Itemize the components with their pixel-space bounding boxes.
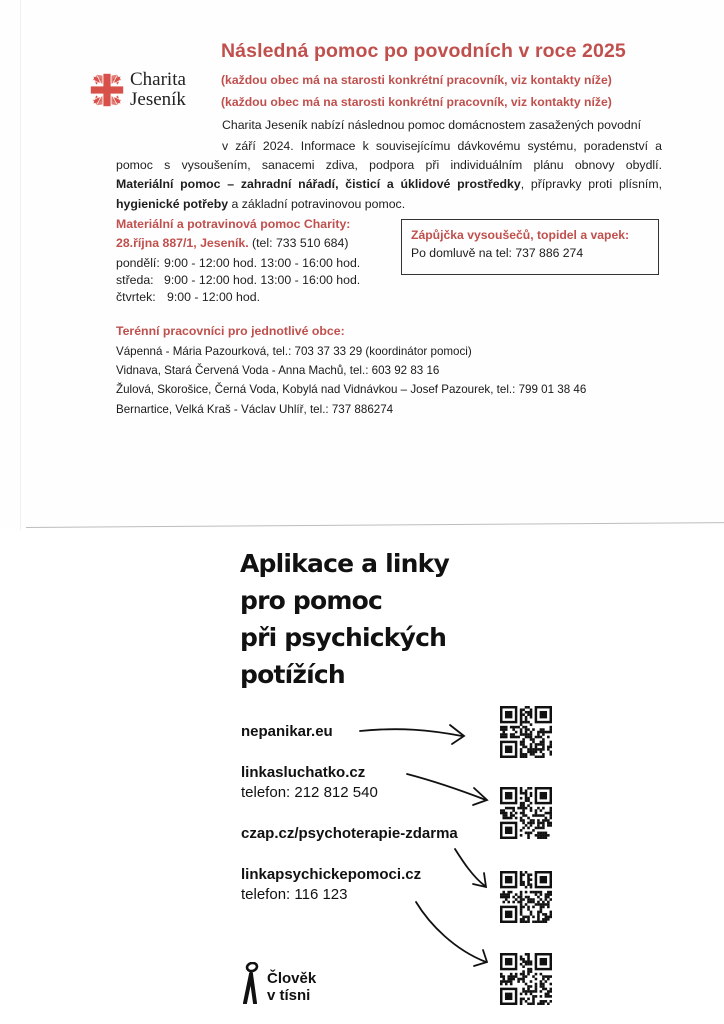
arrow-icon — [473, 873, 486, 887]
intro-line-1: Charita Jeseník nabízí následnou pomoc domácnostem zasažených povodní — [222, 118, 642, 132]
field-workers-heading: Terénní pracovníci pro jednotlivé obce: — [116, 324, 345, 338]
headline-line-3: při psychických — [240, 623, 447, 652]
hours-row — [116, 256, 360, 270]
hygiene-rest: a základní potravinovou pomoc. — [228, 197, 406, 211]
field-worker-item: Žulová, Skorošice, Černá Voda, Kobylá nad Vidnávkou – Josef Pazourek, tel.: 799 01 38 46 — [116, 383, 587, 396]
notice-subtitle-2: (každou obec má na starosti konkrétní pracovník, viz kontakty níže) — [221, 95, 612, 109]
field-worker-item: Vápenná - Mária Pazourková, tel.: 703 37 33 29 (koordinátor pomoci) — [116, 345, 472, 358]
link-linkapsychickepomoci[interactable]: linkapsychickepomoci.cz — [241, 866, 422, 883]
org-line-2: v tísni — [267, 987, 311, 1004]
arrow-icon — [474, 950, 487, 966]
hours-time: 9:00 - 12:00 hod. 13:00 - 16:00 hod. — [164, 273, 361, 287]
link-nepanikar[interactable]: nepanikar.eu — [241, 723, 333, 740]
rental-text: Po domluvě na tel: 737 886 274 — [411, 246, 584, 260]
charita-cross-icon — [89, 72, 125, 108]
hours-time: 9:00 - 12:00 hod. 13:00 - 16:00 hod. — [164, 256, 361, 270]
notice-subtitle-1: (každou obec má na starosti konkrétní pracovník, viz kontakty níže) — [221, 73, 612, 87]
scan-edge — [20, 0, 21, 530]
qr-code-linkapsychickepomoci[interactable] — [500, 953, 552, 1005]
qr-code-icon — [500, 871, 552, 923]
material-line — [116, 177, 662, 191]
arrow-icon — [455, 849, 485, 886]
qr-code-icon — [500, 706, 552, 758]
notice-title: Následná pomoc po povodních v roce 2025 — [221, 40, 626, 62]
hours-day: čtvrtek: — [116, 290, 156, 304]
arrow-icon — [360, 729, 462, 736]
material-help-heading: Materiální a potravinová pomoc Charity: — [116, 217, 351, 231]
flyer-headline — [240, 545, 449, 693]
intro-line-2: v září 2024. Informace k souvisejícímu dávkovému systému, poradenství a — [222, 139, 662, 153]
rental-box — [401, 219, 659, 275]
hours-time: 9:00 - 12:00 hod. — [167, 290, 260, 304]
logo-line-2: Jeseník — [130, 89, 186, 110]
field-worker-item: Vidnava, Stará Červená Voda - Anna Machů, tel.: 603 92 83 16 — [116, 364, 440, 377]
arrow-icon — [407, 774, 486, 800]
material-bold: Materiální pomoc – zahradní nářadí, čisticí a úklidové prostředky — [116, 177, 521, 191]
clovek-v-tisni-logo — [243, 962, 316, 1004]
hours-day: středa: — [116, 273, 154, 287]
hours-day: pondělí: — [116, 256, 160, 270]
material-help-address-line — [116, 236, 348, 250]
qr-code-icon — [500, 787, 552, 839]
headline-line-1: Aplikace a linky — [240, 549, 449, 578]
field-worker-item: Bernartice, Velká Kraš - Václav Uhlíř, tel.: 737 886274 — [116, 403, 394, 416]
hygiene-line — [116, 197, 405, 211]
charita-logo — [89, 70, 186, 110]
phone-linkasluchatko: telefon: 212 812 540 — [241, 784, 378, 801]
arrow-icon — [473, 788, 487, 805]
rental-heading: Zápůjčka vysoušečů, topidel a vapek: — [411, 228, 630, 242]
arrow-icon — [450, 725, 464, 744]
headline-line-2: pro pomoc — [240, 586, 383, 615]
qr-code-icon — [500, 953, 552, 1005]
material-help-phone: (tel: 733 510 684) — [248, 236, 349, 250]
material-rest: , přípravky proti plísním, — [520, 177, 662, 191]
phone-linkapsychickepomoci: telefon: 116 123 — [241, 886, 348, 903]
person-figure-icon — [243, 962, 259, 1004]
hours-row — [116, 273, 360, 287]
logo-line-1: Charita — [130, 69, 186, 90]
intro-line-3: pomoc s vysoušením, sanacemi zdiva, podpora při individuálním plánu obnovy obydlí. — [116, 158, 662, 172]
qr-code-linkasluchatko[interactable] — [500, 787, 552, 839]
hours-row — [116, 290, 260, 304]
arrow-icon — [416, 902, 486, 962]
link-linkasluchatko[interactable]: linkasluchatko.cz — [241, 764, 366, 781]
material-help-address: 28.října 887/1, Jeseník. — [116, 236, 249, 250]
qr-code-nepanikar[interactable] — [500, 706, 552, 758]
hygiene-bold: hygienické potřeby — [116, 197, 229, 211]
headline-line-4: potížích — [240, 660, 345, 689]
link-czap[interactable]: czap.cz/psychoterapie-zdarma — [241, 825, 458, 842]
org-line-1: Člověk — [267, 970, 317, 987]
qr-code-czap[interactable] — [500, 871, 552, 923]
